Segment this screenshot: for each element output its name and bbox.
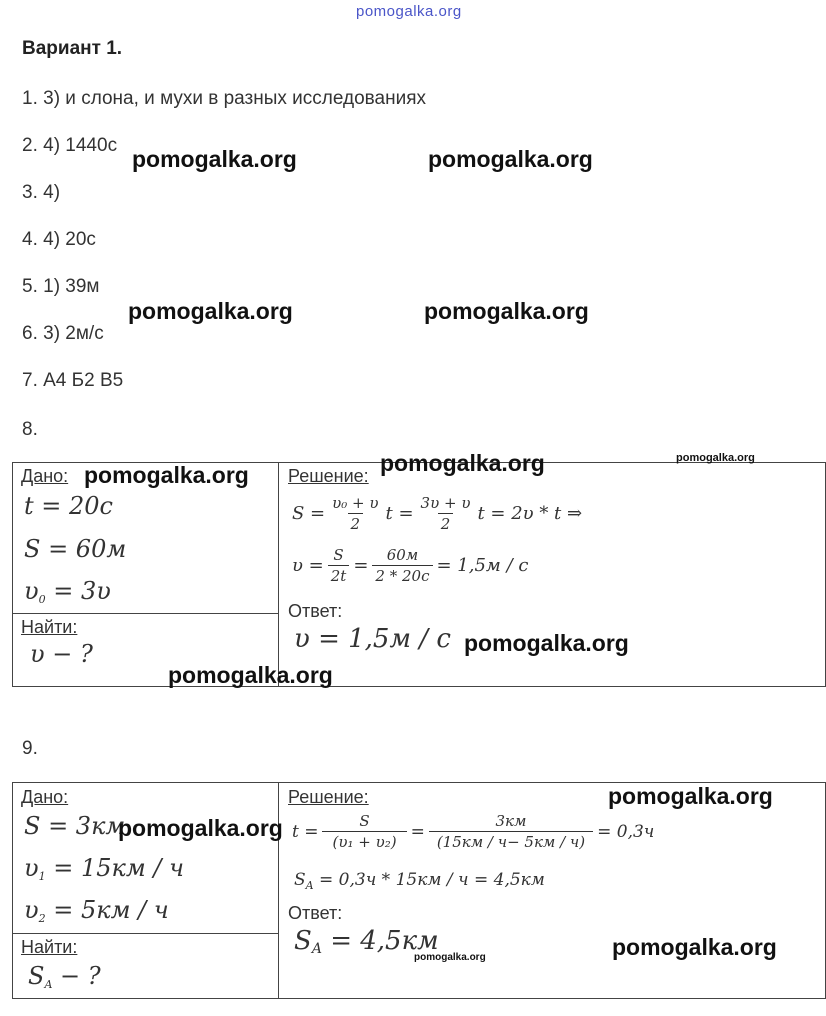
eq1-left: S = [292, 503, 326, 524]
eq1-frac1-num: υ₀ + υ [332, 494, 379, 512]
answer-2: 2. 4) 1440с [22, 135, 118, 156]
task9-given-divider [12, 933, 278, 934]
eq2-frac1-num: S [333, 546, 344, 564]
variant-heading: Вариант 1. [22, 38, 123, 59]
watermark: pomogalka.org [132, 146, 297, 172]
task9-v1-symbol: υ [24, 854, 39, 882]
task8-given-label: Дано: [21, 466, 69, 486]
t9eq1-frac2-num: 3км [495, 812, 527, 830]
eq1-frac1-den: 2 [348, 513, 364, 533]
answer-4: 4. 4) 20с [22, 229, 96, 250]
watermark-small: pomogalka.org [414, 952, 486, 963]
task8-answer: υ = 1,5м / с [294, 624, 451, 654]
task9-answer-label: Ответ: [288, 903, 343, 923]
watermark: pomogalka.org [464, 630, 629, 656]
t9eq1-eq: = [410, 821, 425, 842]
task8-given-v0 [24, 577, 111, 606]
watermark: pomogalka.org [128, 298, 293, 324]
task9-v2-sub: 2 [38, 912, 46, 925]
task8-given-t: t = 20c [24, 492, 113, 520]
t9eq1-frac2-den: (15км / ч− 5км / ч) [429, 831, 593, 851]
task8-given-s: S = 60м [24, 535, 127, 563]
task9-find [28, 962, 101, 991]
question-9-label: 9. [22, 738, 38, 759]
task8-divider [278, 462, 279, 687]
task9-v2-symbol: υ [24, 896, 39, 924]
task8-solution-label: Решение: [288, 466, 369, 486]
question-8-label: 8. [22, 419, 38, 440]
watermark: pomogalka.org [612, 934, 777, 960]
eq1-mid: t = [385, 503, 414, 524]
task9-given-s: S = 3км [24, 812, 126, 840]
task8-given-divider [12, 613, 278, 614]
answer-6: 6. 3) 2м/с [22, 323, 104, 344]
task9-given-label: Дано: [21, 787, 69, 807]
eq1-right: t = 2υ * t ⇒ [477, 503, 583, 524]
task8-find-label: Найти: [21, 617, 78, 637]
task8-equation-2 [292, 546, 528, 585]
eq1-fraction-2 [418, 494, 474, 533]
task9-solution-label: Решение: [288, 787, 369, 807]
watermark: pomogalka.org [424, 298, 589, 324]
task9-equation-1 [292, 812, 654, 851]
task9-v2-value: = 5км / ч [53, 896, 169, 924]
t9eq1-left: t = [292, 821, 319, 842]
task9-find-tail: − ? [60, 962, 101, 990]
watermark: pomogalka.org [84, 462, 249, 488]
watermark: pomogalka.org [380, 450, 545, 476]
eq1-fraction-1 [329, 494, 381, 533]
task9-equation-2 [294, 870, 545, 892]
task9-v1-value: = 15км / ч [53, 854, 185, 882]
task8-equation-1 [292, 494, 582, 533]
t9eq1-frac1-den: (υ₁ + υ₂) [322, 831, 406, 851]
eq2-fraction-1 [328, 546, 350, 585]
eq2-left: υ = [292, 555, 324, 576]
task9-find-s: S [28, 962, 45, 990]
watermark: pomogalka.org [118, 815, 283, 841]
t9eq2-sub: A [305, 879, 314, 892]
t9eq1-right: = 0,3ч [597, 821, 655, 842]
site-header-link[interactable]: pomogalka.org [356, 3, 462, 20]
task9-v1-sub: 1 [38, 870, 46, 883]
answer-7: 7. А4 Б2 В5 [22, 370, 124, 391]
task8-v-symbol: υ [24, 577, 39, 605]
eq2-frac2-den: 2 * 20c [372, 565, 432, 585]
watermark: pomogalka.org [608, 783, 773, 809]
t9eq1-fraction-2 [429, 812, 593, 851]
task8-find: υ − ? [30, 640, 93, 668]
eq1-frac2-den: 2 [438, 513, 454, 533]
t9eq1-frac1-num: S [359, 812, 370, 830]
watermark: pomogalka.org [168, 662, 333, 688]
watermark: pomogalka.org [428, 146, 593, 172]
eq2-eq: = [353, 555, 369, 576]
eq2-right: = 1,5м / с [436, 555, 529, 576]
t9-answer-rest: = 4,5км [330, 926, 439, 956]
t9eq2-s: S [294, 870, 306, 890]
t9eq2-rest: = 0,3ч * 15км / ч = 4,5км [319, 870, 545, 890]
task9-find-label: Найти: [21, 937, 78, 957]
answer-5: 5. 1) 39м [22, 276, 100, 297]
eq2-frac1-den: 2t [328, 565, 350, 585]
t9eq1-fraction-1 [322, 812, 406, 851]
task8-answer-label: Ответ: [288, 601, 343, 621]
t9-answer-sub: A [311, 941, 322, 957]
task9-find-sub: A [44, 978, 53, 991]
answer-3: 3. 4) [22, 182, 61, 203]
watermark-small: pomogalka.org [676, 452, 755, 464]
eq1-frac2-num: 3υ + υ [420, 494, 471, 512]
task9-given-v2 [24, 896, 169, 925]
answer-1: 1. 3) и слона, и мухи в разных исследованиях [22, 88, 427, 109]
task8-v-value: = 3υ [53, 577, 111, 605]
t9-answer-s: S [294, 926, 312, 956]
task8-v-subscript: 0 [38, 593, 46, 606]
task9-given-v1 [24, 854, 184, 883]
eq2-frac2-num: 60м [386, 546, 419, 564]
eq2-fraction-2 [372, 546, 432, 585]
